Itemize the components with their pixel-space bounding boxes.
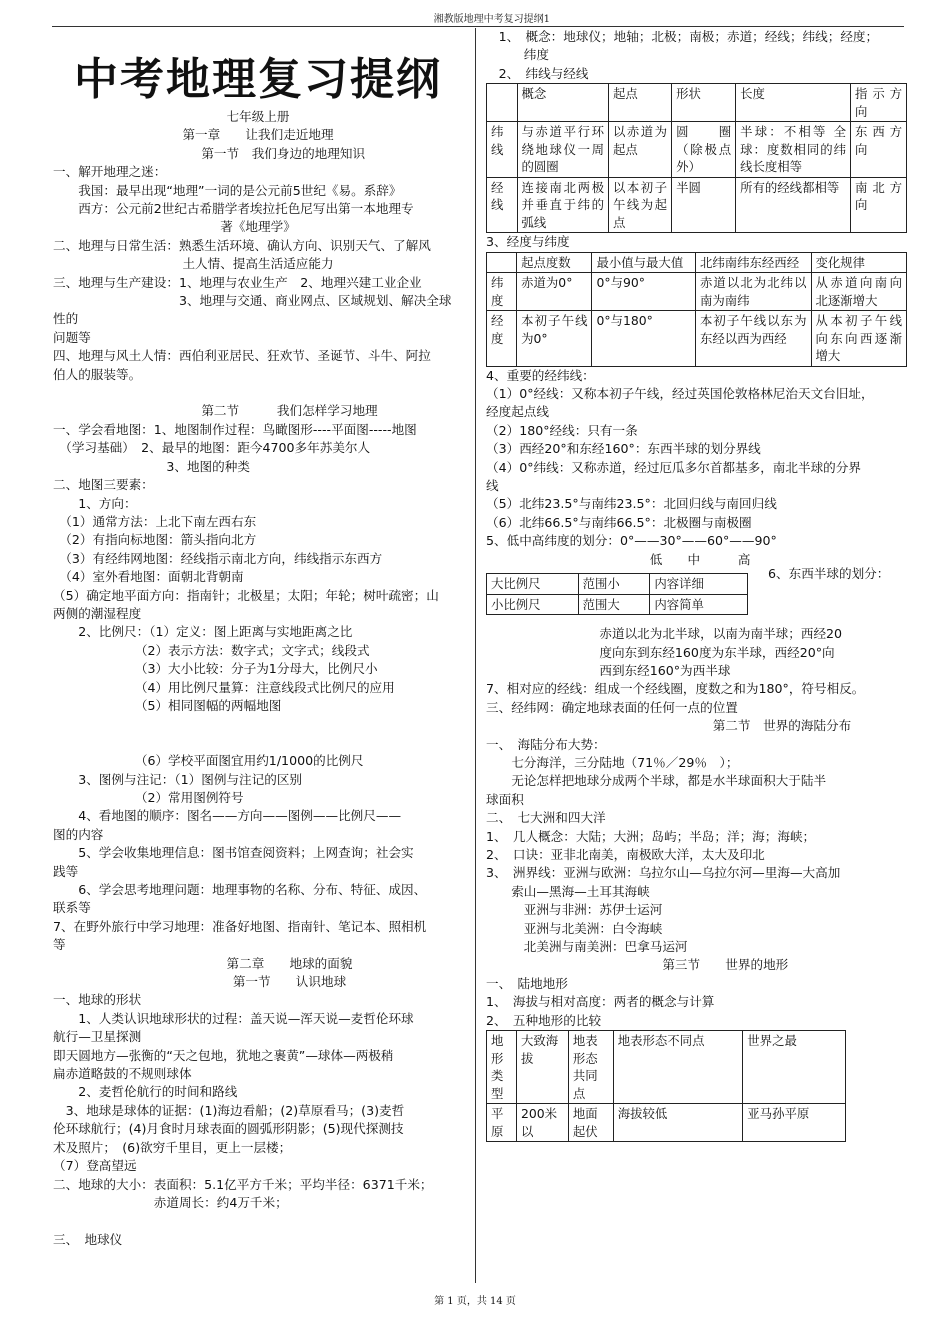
text-line: 2、比例尺：（1）定义：图上距离与实地距离之比 (53, 624, 353, 640)
text-line: 球面积 (486, 791, 524, 807)
table-cell: 与赤道平行环绕地球仪一周的圆圈 (517, 122, 609, 178)
table-row (487, 122, 907, 178)
text-line: （2）表示方法：数字式；文字式；线段式 (53, 642, 370, 658)
table-cell: 变化规律 (811, 252, 906, 273)
table-cell: 大致海拔 (516, 1031, 568, 1104)
table-cell: 地形类型 (487, 1031, 517, 1104)
table-cell: 纬度 (487, 273, 517, 311)
table-row (487, 177, 907, 233)
text-line: 一、学会看地图：1、地图制作过程：鸟瞰图形----平面图-----地图 (53, 421, 417, 437)
text-line: （6）学校平面图宜用约1/1000的比例尺 (53, 753, 364, 769)
text-line: 经度起点线 (486, 404, 549, 420)
text-line: 第一节 我们身边的地理知识 (150, 145, 366, 161)
text-line: 航行—卫星探测 (53, 1029, 142, 1045)
table-cell: 世界之最 (743, 1031, 846, 1104)
text-line (53, 1212, 463, 1230)
text-line: 西方：公元前2世纪古希腊学者埃拉托色尼写出第一本地理专 (53, 201, 414, 217)
table-cell: 起点 (609, 84, 672, 122)
table-cell: 所有的经线都相等 (736, 177, 851, 233)
table-cell: 南北方向 (851, 177, 907, 233)
text-line: 5、低中高纬度的划分：0°——30°——60°——90° (486, 533, 777, 549)
text-line: 1、 概念：地球仪；地轴；北极；南极；赤道；经线；纬线；经度； (486, 29, 879, 44)
text-line: 2、麦哲伦航行的时间和路线 (53, 1084, 238, 1100)
text-line: 等 (53, 937, 66, 953)
text-line (53, 384, 463, 402)
text-line: 二、地球的大小：表面积：5.1亿平方千米；平均半径：6371千米； (53, 1176, 433, 1192)
table-cell: 0°与180° (592, 311, 695, 367)
table-cell: 经度 (487, 311, 517, 367)
text-line: （4）用比例尺量算：注意线段式比例尺的应用 (53, 679, 395, 695)
text-line: 第一章 让我们走近地理 (182, 127, 334, 143)
table-cell (487, 252, 517, 273)
text-line: （1）通常方法：上北下南左西右东 (53, 513, 257, 529)
table-cell: 亚马孙平原 (743, 1104, 846, 1142)
table-cell: 本初子午线以东为东经以西为西经 (695, 311, 811, 367)
text-line: 三、经纬网：确定地球表面的任何一点的位置 (486, 699, 738, 715)
text-line: （3）大小比较：分子为1分母大，比例尺小 (53, 661, 378, 677)
text-line: （1）0°经线：又称本初子午线，经过英国伦敦格林尼治天文台旧址， (486, 386, 874, 402)
text-line: 土人情、提高生活适应能力 (182, 256, 334, 272)
text-line: 伦环球航行；(4)月食时月球表面的圆弧形阴影；(5)现代探测技 (53, 1121, 404, 1137)
text-line: 一、 海陆分布大势： (486, 736, 606, 752)
text-line: （2）常用图例符号 (53, 789, 244, 805)
text-line: 西到东经160°为西半球 (486, 662, 731, 678)
text-line: 3、地理与交通、商业网点、区域规划、解决全球性的 (53, 293, 452, 327)
section-3-heading: 3、经度与纬度 (486, 234, 570, 250)
left-body (53, 108, 463, 1249)
text-line: 二、 七大洲和四大洋 (486, 810, 606, 826)
text-line: 一、地球的形状 (53, 992, 142, 1008)
left-column (53, 28, 463, 1249)
table-row (487, 1104, 846, 1142)
text-line: （5）相同图幅的两幅地图 (53, 697, 282, 713)
column-divider (475, 28, 476, 1283)
text-line: 联系等 (53, 900, 91, 916)
text-line: 7、在野外旅行中学习地理：准备好地图、指南针、笔记本、照相机 (53, 918, 427, 934)
right-column (486, 28, 906, 1142)
landform-comparison-table (486, 1030, 846, 1142)
table-cell: 0°与90° (592, 273, 695, 311)
text-line: 无论怎样把地球分成两个半球，都是水半球面积大于陆半 (486, 773, 827, 789)
table-cell: 半球：不相等 全球：度数相同的纬线长度相等 (736, 122, 851, 178)
text-line: 3、图例与注记：（1）图例与注记的区别 (53, 771, 303, 787)
table-cell: 地表形态共同点 (568, 1031, 613, 1104)
text-line: 伯人的服装等。 (53, 366, 142, 382)
text-line: 5、学会收集地理信息：图书馆查阅资料；上网查询；社会实 (53, 845, 414, 861)
text-line: （3）有经纬网地图：经线指示南北方向，纬线指示东西方 (53, 550, 383, 566)
text-line: 线 (486, 478, 499, 494)
table-cell: 从赤道向南向北逐渐增大 (811, 273, 906, 311)
text-line: 二、地图三要素： (53, 477, 154, 493)
text-line: 第一节 认识地球 (169, 974, 347, 990)
right-after (486, 625, 906, 1030)
text-line: 三、地理与生产建设：1、地理与农业生产 2、地理兴建工业企业 (53, 274, 422, 290)
text-line: （5）确定地平面方向：指南针；北极星；太阳；年轮；树叶疏密；山 (53, 587, 439, 603)
text-line: （7）登高望远 (53, 1158, 137, 1174)
table-cell: 平原 (487, 1104, 517, 1142)
text-line: （5）北纬23.5°与南纬23.5°：北回归线与南回归线 (486, 496, 777, 512)
text-line: 纬度 (486, 47, 549, 63)
table-cell: 北纬南纬东经西经 (695, 252, 811, 273)
document-title: 中考地理复习提纲 (74, 54, 442, 105)
text-line: 三、 地球仪 (53, 1231, 123, 1247)
table-row (487, 311, 907, 367)
text-line: 图的内容 (53, 826, 104, 842)
header-rule (52, 26, 904, 27)
table-cell: 本初子午线为0° (517, 311, 592, 367)
text-line: 1、方向： (53, 495, 137, 511)
text-line: 4、重要的经纬线： (486, 367, 595, 383)
text-line: 1、人类认识地球形状的过程：盖天说—浑天说—麦哲伦环球 (53, 1010, 414, 1026)
table-cell: 内容简单 (650, 594, 748, 615)
text-line: 四、地理与风土人情：西伯利亚居民、狂欢节、圣诞节、斗牛、阿拉 (53, 348, 431, 364)
text-line: （2）180°经线：只有一条 (486, 422, 638, 438)
text-line: 问题等 (53, 329, 91, 345)
table-cell: 海拔较低 (613, 1104, 743, 1142)
text-line: 二、地理与日常生活：熟悉生活环境、确认方向、识别天气、了解风 (53, 237, 431, 253)
table-cell: 范围小 (578, 574, 650, 595)
table-cell (487, 84, 518, 122)
text-line: 赤道周长：约4万千米； (53, 1194, 288, 1210)
table-cell: 经线 (487, 177, 518, 233)
table-cell: 赤道为0° (517, 273, 592, 311)
text-line: 第三节 世界的地形 (486, 957, 789, 973)
east-west-hemisphere-heading: 6、东西半球的划分： (768, 566, 890, 582)
page-header: 湘教版地理中考复习提纲1 (433, 14, 550, 25)
table-cell: 以本初子午线为起点 (609, 177, 672, 233)
text-line: 度向东到东经160度为东半球，西经20°向 (486, 644, 835, 660)
text-line: 第二章 地球的面貌 (163, 955, 353, 971)
text-line: 3、地球是球体的证据：(1)海边看船；(2)草原看马；(3)麦哲 (53, 1102, 405, 1118)
text-line: （4）室外看地图：面朝北背朝南 (53, 569, 244, 585)
table-cell: 范围大 (578, 594, 650, 615)
right-intro (486, 28, 906, 83)
table-cell: 赤道以北为北纬以南为南纬 (695, 273, 811, 311)
table-cell: 从本初子午线向东向西逐渐增大 (811, 311, 906, 367)
text-line: 2、 五种地形的比较 (486, 1012, 602, 1028)
text-line: 一、 陆地地形 (486, 975, 568, 991)
text-line: 扁赤道略鼓的不规则球体 (53, 1066, 192, 1082)
table-cell: 形状 (672, 84, 736, 122)
table-cell: 小比例尺 (487, 594, 579, 615)
table-header-row (487, 84, 907, 122)
text-line: 低 中 高 (486, 551, 751, 567)
table-cell: 最小值与最大值 (592, 252, 695, 273)
text-line: 3、 洲界线：亚洲与欧洲：乌拉尔山—乌拉尔河—里海—大高加 (486, 865, 841, 881)
table-row (487, 273, 907, 311)
table-cell: 圆 圈（除极点外） (672, 122, 736, 178)
text-line: 2、 口诀：亚非北南美，南极欧大洋，太大及印北 (486, 846, 765, 862)
text-line: 亚洲与非洲：苏伊士运河 (486, 902, 663, 918)
text-line: （2）有指向标地图：箭头指向北方 (53, 532, 257, 548)
page-footer: 第 1 页，共 14 页 (434, 1296, 516, 1307)
latitude-longitude-lines-table (486, 83, 907, 233)
table-cell: 指示方向 (851, 84, 907, 122)
table-cell: 连接南北两极并垂直于纬的弧线 (517, 177, 609, 233)
text-line: 北美洲与南美洲：巴拿马运河 (486, 939, 688, 954)
table-row (487, 574, 748, 595)
text-line: 索山—黑海—土耳其海峡 (486, 883, 650, 899)
text-line: 第二节 世界的海陆分布 (486, 718, 852, 734)
scale-comparison-table (486, 573, 748, 615)
text-line: 术及照片； (6)欲穷千里目，更上一层楼； (53, 1139, 292, 1155)
text-line: （4）0°纬线：又称赤道，经过厄瓜多尔首都基多，南北半球的分界 (486, 459, 861, 475)
table-cell: 大比例尺 (487, 574, 579, 595)
text-line: 七年级上册 (226, 109, 290, 124)
table-cell: 纬线 (487, 122, 518, 178)
text-line (53, 715, 463, 733)
text-line: （学习基础） 2、最早的地图：距今4700多年苏美尔人 (53, 440, 371, 456)
table-cell: 内容详细 (650, 574, 748, 595)
text-line: 3、地图的种类 (53, 458, 250, 474)
text-line: （3）西经20°和东经160°：东西半球的划分界线 (486, 441, 761, 457)
table-cell: 长度 (736, 84, 851, 122)
text-line: 第二节 我们怎样学习地理 (138, 403, 378, 419)
text-line: 一、解开地理之迷： (53, 164, 167, 180)
table-cell: 起点度数 (517, 252, 592, 273)
text-line: 6、学会思考地理问题：地理事物的名称、分布、特征、成因、 (53, 882, 427, 898)
text-line: 两侧的潮湿程度 (53, 605, 142, 621)
table-cell: 地表形态不同点 (613, 1031, 743, 1104)
table-cell: 概念 (517, 84, 609, 122)
text-line: （6）北纬66.5°与南纬66.5°：北极圈与南极圈 (486, 514, 752, 530)
text-line: 七分海洋，三分陆地（71％／29％ ）； (486, 754, 739, 770)
text-line (53, 734, 463, 752)
text-line: 亚洲与北美洲：白令海峡 (486, 920, 663, 936)
text-line: 4、看地图的顺序：图名——方向——图例——比例尺—— (53, 808, 402, 824)
table-cell: 半圆 (672, 177, 736, 233)
table-row (487, 594, 748, 615)
right-mid (486, 367, 906, 569)
text-line: 赤道以北为北半球，以南为南半球；西经20 (486, 626, 843, 642)
text-line: 践等 (53, 863, 79, 879)
text-line: 即天圆地方—张衡的“天之包地，犹地之裹黄”—球体—两极稍 (53, 1047, 394, 1063)
text-line: 著《地理学》 (220, 219, 296, 235)
table-cell: 以赤道为起点 (609, 122, 672, 178)
longitude-latitude-table (486, 252, 907, 367)
text-line: 7、相对应的经线：组成一个经线圈，度数之和为180°，符号相反。 (486, 681, 865, 697)
text-line: 1、 海拔与相对高度：两者的概念与计算 (486, 994, 715, 1010)
table-header-row (487, 252, 907, 273)
table-cell: 地面起伏 (568, 1104, 613, 1142)
text-line: 1、 几人概念：大陆；大洲；岛屿；半岛；洋；海；海峡； (486, 828, 816, 844)
text-line: 我国：最早出现“地理”一词的是公元前5世纪《易。系辞》 (53, 182, 402, 198)
text-line: 2、 纬线与经线 (486, 65, 589, 81)
table-cell: 东西方向 (851, 122, 907, 178)
table-cell: 200米以 (516, 1104, 568, 1142)
table-header-row (487, 1031, 846, 1104)
